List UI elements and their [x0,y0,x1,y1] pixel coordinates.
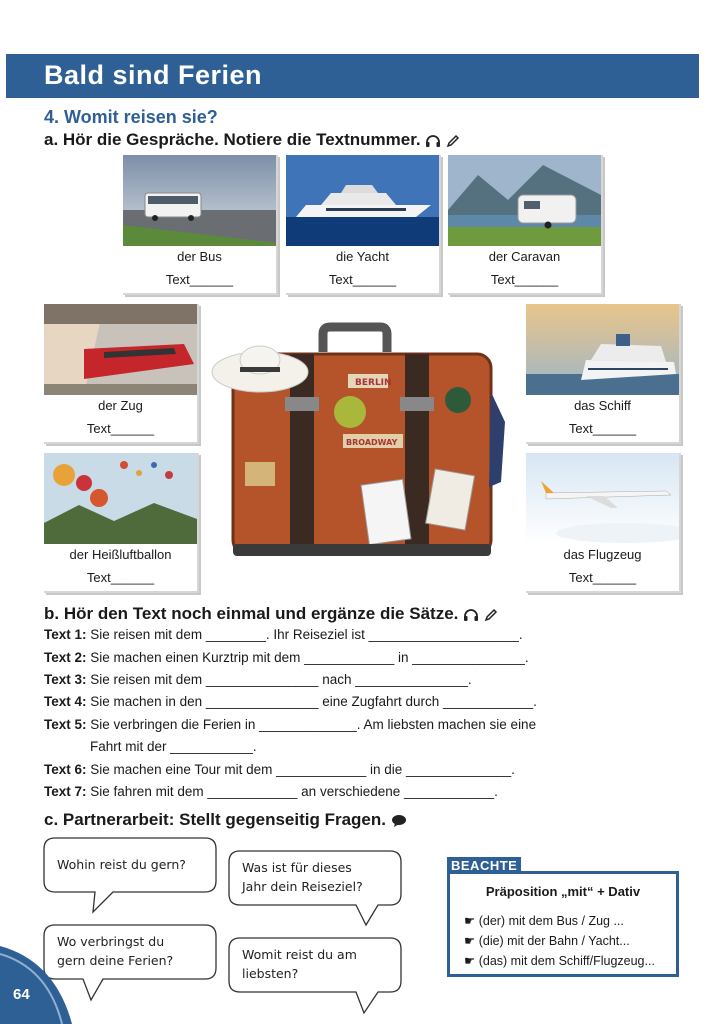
beachte-tag: BEACHTE [447,857,521,874]
sticker-broadway-text: BROADWAY [346,438,398,447]
card-label: der Caravan [488,249,561,264]
bubble-line: Womit reist du am [242,947,357,962]
text-number-blank[interactable]: Text______ [165,272,234,287]
part-b-text: b. Hör den Text noch einmal und ergänze die Sätze. [44,604,459,623]
card-label: die Yacht [335,249,389,264]
sentence-text-3 [44,672,472,687]
beachte-list [464,911,655,971]
pointing-hand-icon: ☛ [464,934,476,948]
page-title: Bald sind Ferien [44,60,263,90]
bus-photo [123,155,276,246]
sentence-body[interactable]: Fahrt mit der ___________. [90,739,257,754]
sentence-body[interactable]: Sie machen eine Tour mit dem ____________ in die ______________. [90,762,515,777]
airplane-photo [526,453,679,544]
card-flugzeug [526,453,681,593]
exercise-heading: 4. Womit reisen sie? [44,107,218,127]
headphones-icon [463,608,479,622]
speech-bubble [228,937,403,1017]
card-label: der Zug [98,398,143,413]
sentence-body[interactable]: Sie machen in den _______________ eine Zugfahrt durch ____________. [90,694,537,709]
caravan-photo [448,155,601,246]
card-caravan [448,155,603,295]
sentence-body[interactable]: Sie fahren mit dem ____________ an verschiedene ____________. [90,784,498,799]
bubble-line: liebsten? [242,966,299,981]
suitcase-illustration [205,322,515,562]
sticker-berlin-text: BERLIN [355,378,392,388]
beachte-item-text: (die) mit der Bahn / Yacht... [478,934,630,948]
sentence-label: Text 4: [44,694,87,709]
balloon-photo [44,453,197,544]
card-label: das Schiff [574,398,631,413]
beachte-title: Präposition „mit“ + Dativ [485,884,641,899]
sentence-body[interactable]: Sie reisen mit dem ________. Ihr Reiseziel ist ____________________. [90,627,523,642]
sentence-text-2 [44,650,529,665]
sentence-label: Text 5: [44,717,87,732]
beachte-box [447,871,679,977]
sentence-text-5 [44,717,536,732]
bubble-line: Jahr dein Reiseziel? [242,879,363,894]
beachte-item [464,931,655,951]
card-heissluftballon [44,453,199,593]
sentence-text-1 [44,627,523,642]
sentence-label: Text 1: [44,627,87,642]
sentence-label: Text 2: [44,650,87,665]
sentence-label: Text 7: [44,784,87,799]
beachte-item-text: (der) mit dem Bus / Zug ... [478,914,624,928]
page-corner [0,946,80,1024]
page-number: 64 [13,986,30,1003]
part-c-text: c. Partnerarbeit: Stellt gegenseitig Fragen. [44,810,386,829]
bubble-line: gern deine Ferien? [57,953,174,968]
sentence-text-6 [44,762,515,777]
sentence-label: Text 6: [44,762,87,777]
headphones-icon [425,134,441,148]
beachte-item-text: (das) mit dem Schiff/Flugzeug... [478,954,655,968]
pencil-icon [484,608,498,622]
sentence-body[interactable]: Sie verbringen die Ferien in _____________. Am liebsten machen sie eine [90,717,537,732]
text-number-blank[interactable]: Text______ [568,570,637,585]
card-bus [123,155,278,295]
bubble-line: Wo verbringst du [57,934,165,949]
speech-bubble [228,850,403,930]
card-label: das Flugzeug [563,547,642,562]
text-number-blank[interactable]: Text______ [568,421,637,436]
sentence-label: Text 3: [44,672,87,687]
sentence-text-7 [44,784,498,799]
sentence-body[interactable]: Sie machen einen Kurztrip mit dem ____________ in _______________. [90,650,529,665]
beachte-item [464,911,655,931]
sentence-text-4 [44,694,537,709]
part-b-heading [44,604,498,624]
pointing-hand-icon: ☛ [464,954,476,968]
card-yacht [286,155,441,295]
pointing-hand-icon: ☛ [464,914,476,928]
beachte-item [464,951,655,971]
text-number-blank[interactable]: Text______ [86,570,155,585]
speech-bubble-icon [391,814,407,828]
yacht-photo [286,155,439,246]
bubble-line: Was ist für dieses [242,860,352,875]
card-label: der Bus [177,249,222,264]
part-a-text: a. Hör die Gespräche. Notiere die Textnummer. [44,130,421,149]
part-c-heading [44,810,407,830]
card-zug [44,304,199,444]
card-schiff [526,304,681,444]
ship-photo [526,304,679,395]
bubble-line: Wohin reist du gern? [57,857,186,872]
speech-bubble [43,837,218,917]
pencil-icon [446,134,460,148]
train-photo [44,304,197,395]
card-label: der Heißluftballon [69,547,172,562]
text-number-blank[interactable]: Text______ [328,272,397,287]
sentence-text-5-cont [90,739,257,754]
text-number-blank[interactable]: Text______ [86,421,155,436]
part-a-heading [44,130,460,150]
text-number-blank[interactable]: Text______ [490,272,559,287]
sentence-body[interactable]: Sie reisen mit dem _______________ nach _______________. [90,672,472,687]
